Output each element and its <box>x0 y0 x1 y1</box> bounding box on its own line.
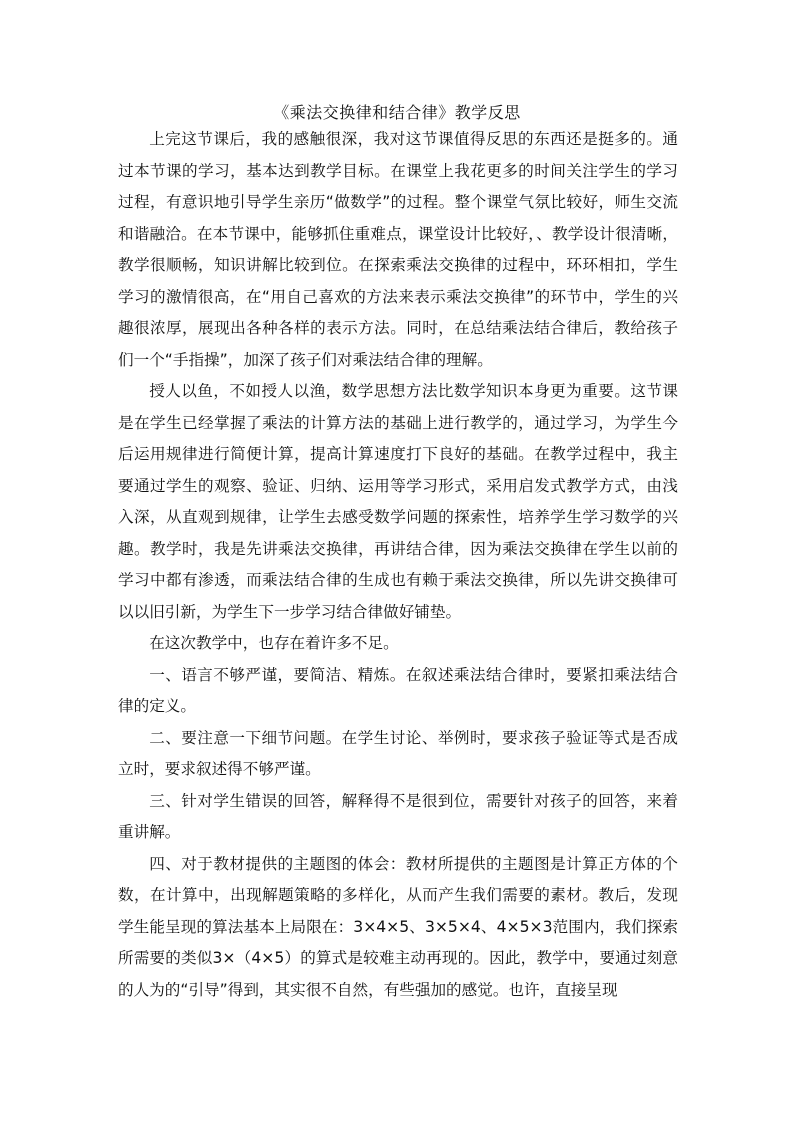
paragraph-shortcoming-2: 二、要注意一下细节问题。在学生讨论、举例时，要求孩子验证等式是否成立时，要求叙述得不够严谨。 <box>118 728 678 778</box>
paragraph-shortcoming-1: 一、语言不够严谨，要简洁、精炼。在叙述乘法结合律时，要紧扣乘法结合律的定义。 <box>118 665 678 715</box>
paragraph-reflection-summary: 上完这节课后，我的感触很深，我对这节课值得反思的东西还是挺多的。通过本节课的学习，基本达到教学目标。在课堂上我花更多的时间关注学生的学习过程，有意识地引导学生亲历“做数学”的过程。整个课堂气氛比较好，师生交流和谐融洽。在本节课中，能够抓住重难点，课堂设计比较好，、教学设计很清晰，教学很顺畅，知识讲解比较到位。在探索乘法交换律的过程中，环环相扣，学生学习的激情很高，在“用自己喜欢的方法来表示乘法交换律”的环节中，学生的兴趣很浓厚，展现出各种各样的表示方法。同时，在总结乘法结合律后，教给孩子们一个“手指操”，加深了孩子们对乘法结合律的理解。 <box>118 130 678 369</box>
paragraph-teaching-method: 授人以鱼，不如授人以渔，数学思想方法比数学知识本身更为重要。这节课是在学生已经掌握了乘法的计算方法的基础上进行教学的，通过学习，为学生今后运用规律进行简便计算，提高计算速度打下良好的基础。在教学过程中，我主要通过学生的观察、验证、归纳、运用等学习形式，采用启发式教学方式，由浅入深，从直观到规律，让学生去感受数学问题的探索性，培养学生学习数学的兴趣。教学时，我是先讲乘法交换律，再讲结合律，因为乘法交换律在学生以前的学习中都有渗透，而乘法结合律的生成也有赖于乘法交换律，所以先讲交换律可以以旧引新，为学生下一步学习结合律做好铺垫。 <box>118 382 678 621</box>
document-body <box>118 124 678 1006</box>
paragraph-shortcoming-4: 四、对于教材提供的主题图的体会：教材所提供的主题图是计算正方体的个数，在计算中，出现解题策略的多样化，从而产生我们需要的素材。教后，发现学生能呈现的算法基本上局限在：3×4×5、3×5×4、4×5×3范围内，我们探索所需要的类似3×（4×5）的算式是较难主动再现的。因此，教学中，要通过刻意的人为的“引导”得到，其实很不自然，有些强加的感觉。也许，直接呈现 <box>118 854 678 999</box>
paragraph-shortcomings-intro: 在这次教学中，也存在着许多不足。 <box>149 634 399 652</box>
document-title: 《乘法交换律和结合律》教学反思 <box>273 103 521 122</box>
paragraph-shortcoming-3: 三、针对学生错误的回答，解释得不是很到位，需要针对孩子的回答，来着重讲解。 <box>118 791 678 841</box>
